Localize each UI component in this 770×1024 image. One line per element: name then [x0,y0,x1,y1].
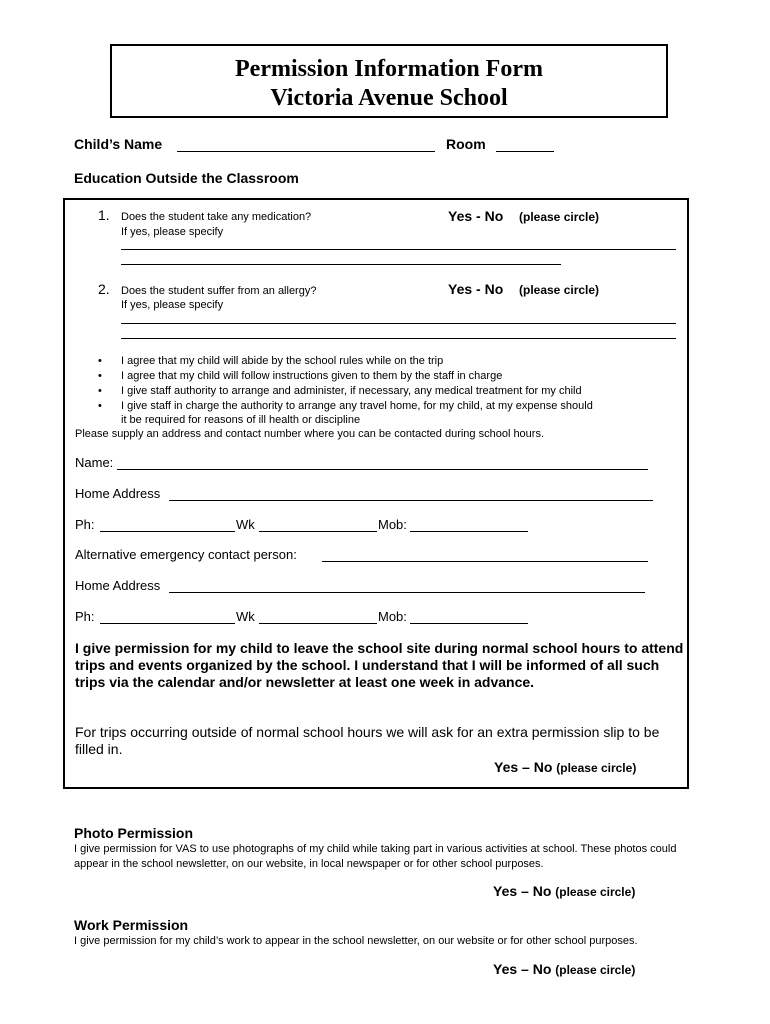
mob-label: Mob: [378,517,407,532]
question-2-line-1[interactable] [121,323,676,324]
child-name-field[interactable] [177,151,435,152]
trip-yes-no-answer[interactable]: Yes – No [494,759,553,775]
photo-text: I give permission for VAS to use photographs of my child while taking part in various activities at school. These photos could appear in the school newsletter, on our website, in local newspaper or for other school purposes. [74,843,677,870]
ph-label: Ph: [75,517,95,532]
photo-yes-no-answer[interactable]: Yes – No [493,883,552,899]
form-title: Permission Information Form [235,56,543,82]
work-yes-no[interactable] [493,961,635,977]
agreement-4: I give staff in charge the authority to arrange any travel home, for my child, at my expense should [121,400,593,412]
question-2-line-2[interactable] [121,338,676,339]
trip-yes-no[interactable] [494,759,636,775]
extra-slip-note: For trips occurring outside of normal school hours we will ask for an extra permission slip to be filled in. [75,724,660,757]
wk-field[interactable] [259,531,377,532]
question-2-text: Does the student suffer from an allergy? [121,285,317,297]
wk-label: Wk [236,517,255,532]
question-1-specify: If yes, please specify [121,226,224,238]
name-label: Name: [75,455,114,470]
question-1-number: 1. [98,207,110,223]
form-title-box [110,44,668,118]
question-1-circle-note: (please circle) [519,210,600,224]
home-address-2-label: Home Address [75,578,161,593]
bullet-icon: • [98,385,102,397]
wk-2-field[interactable] [259,623,377,624]
school-name: Victoria Avenue School [270,85,508,111]
photo-yes-no[interactable] [493,883,635,899]
wk-2-label: Wk [236,609,255,624]
bullet-icon: • [98,370,102,382]
supply-note: Please supply an address and contact number where you can be contacted during school hours. [75,428,545,440]
alt-contact-label: Alternative emergency contact person: [75,547,297,562]
name-field[interactable] [117,469,648,470]
bullet-icon: • [98,400,102,412]
trip-circle-note: (please circle) [556,761,637,775]
alt-contact-field[interactable] [322,561,648,562]
mob-field[interactable] [410,531,528,532]
work-yes-no-answer[interactable]: Yes – No [493,961,552,977]
agreement-2: I agree that my child will follow instructions given to them by the staff in charge [121,370,503,382]
question-2-yes-no[interactable]: Yes - No [448,281,504,297]
ph-2-field[interactable] [100,623,235,624]
section-title: Education Outside the Classroom [74,170,299,186]
work-heading: Work Permission [74,917,189,933]
home-address-2-field[interactable] [169,592,645,593]
question-1-text: Does the student take any medication? [121,211,312,223]
question-2-circle-note: (please circle) [519,283,600,297]
home-address-label: Home Address [75,486,161,501]
work-circle-note: (please circle) [555,963,636,977]
mob-2-field[interactable] [410,623,528,624]
agreement-3: I give staff authority to arrange and administer, if necessary, any medical treatment for my child [121,385,582,397]
question-1-line-1[interactable] [121,249,676,250]
photo-circle-note: (please circle) [555,885,636,899]
room-field[interactable] [496,151,554,152]
mob-2-label: Mob: [378,609,407,624]
ph-2-label: Ph: [75,609,95,624]
question-2-specify: If yes, please specify [121,299,224,311]
question-1-yes-no[interactable]: Yes - No [448,208,504,224]
ph-field[interactable] [100,531,235,532]
question-2-number: 2. [98,281,110,297]
bullet-icon: • [98,355,102,367]
home-address-field[interactable] [169,500,653,501]
agreement-4-continued: it be required for reasons of ill health or discipline [121,414,361,426]
room-label: Room [446,136,486,152]
child-name-label: Child’s Name [74,136,163,152]
question-1-line-2[interactable] [121,264,561,265]
permission-statement: I give permission for my child to leave the school site during normal school hours to attend trips and events organized by the school. I understand that I will be informed of all such trips via the calendar and/or newsletter at least one week in advance. [75,640,684,690]
photo-heading: Photo Permission [74,825,194,841]
agreement-1: I agree that my child will abide by the school rules while on the trip [121,355,444,367]
work-text: I give permission for my child’s work to appear in the school newsletter, on our website or for other school purposes. [74,935,638,947]
